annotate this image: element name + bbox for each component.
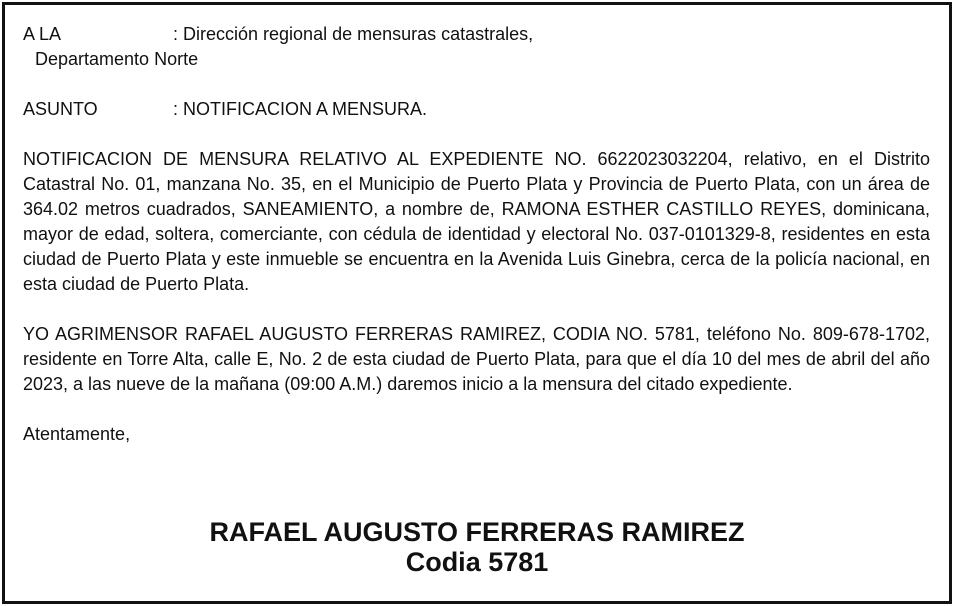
subject-label: ASUNTO (23, 99, 98, 119)
recipient-label: A LA (23, 24, 62, 44)
signature-codia: Codia 5781 (405, 547, 549, 577)
recipient-department: Departamento Norte (35, 49, 199, 69)
notice-content (23, 22, 930, 447)
signature-name: RAFAEL AUGUSTO FERRERAS RAMIREZ (209, 517, 745, 547)
spacer (23, 122, 930, 147)
recipient-value: : Dirección regional de mensuras catastrales, (173, 24, 534, 44)
spacer (23, 72, 930, 97)
subject-value: : NOTIFICACION A MENSURA. (173, 99, 428, 119)
recipient-line (23, 22, 930, 47)
spacer (23, 397, 930, 422)
spacer (23, 297, 930, 322)
subject-line (23, 97, 930, 122)
signature-block (5, 517, 949, 577)
surveyor-paragraph: YO AGRIMENSOR RAFAEL AUGUSTO FERRERAS RAMIREZ, CODIA NO. 5781, teléfono No. 809-678-1702, residente en Torre Alta, calle E, No. 2 de esta ciudad de Puerto Plata, para que el día 10 del mes de abril del año 2023, a las nueve de la mañana (09:00 A.M.) daremos inicio a la mensura del citado expediente. (23, 324, 930, 394)
closing-text: Atentamente, (23, 424, 131, 444)
notice-paragraph: NOTIFICACION DE MENSURA RELATIVO AL EXPEDIENTE NO. 6622023032204, relativo, en el Distrito Catastral No. 01, manzana No. 35, en el Municipio de Puerto Plata y Provincia de Puerto Plata, con un área de 364.02 metros cuadrados, SANEAMIENTO, a nombre de, RAMONA ESTHER CASTILLO REYES, dominicana, mayor de edad, soltera, comerciante, con cédula de identidad y electoral No. 037-0101329-8, residentes en esta ciudad de Puerto Plata y este inmueble se encuentra en la Avenida Luis Ginebra, cerca de la policía nacional, en esta ciudad de Puerto Plata. (23, 149, 930, 294)
notice-frame (2, 2, 952, 604)
